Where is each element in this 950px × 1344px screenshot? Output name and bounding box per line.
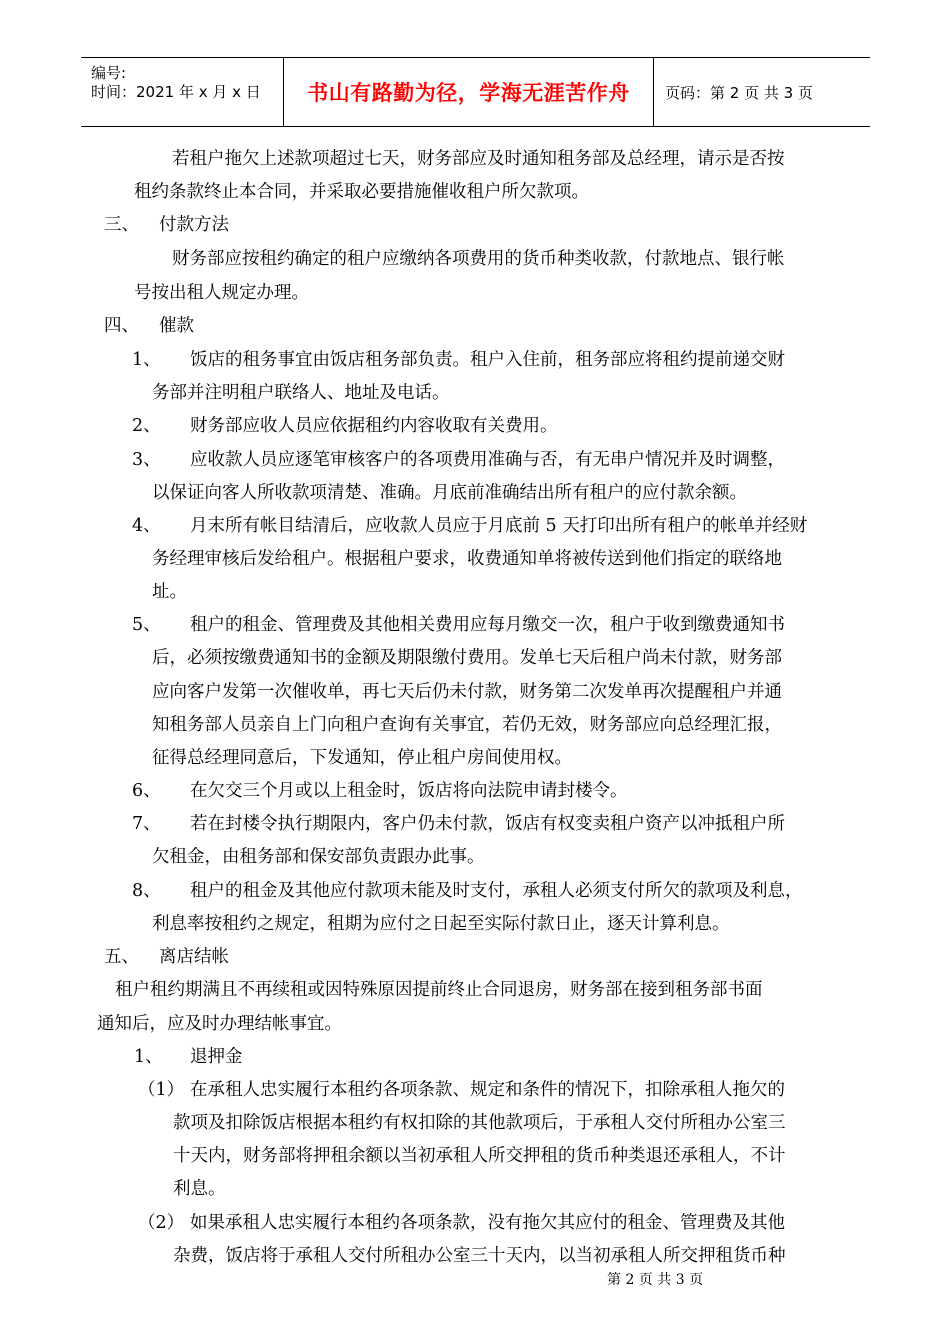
list-item-line: 饭店的租务事宜由饭店租务部负责。租户入住前，租务部应将租约提前递交财 [190, 350, 785, 370]
paren-item-line: 利息。 [173, 1179, 226, 1199]
subsection-heading: 退押金 [190, 1047, 243, 1067]
list-item-line: 月末所有帐目结清后，应收款人员应于月底前 5 天打印出所有租户的帐单并经财 [190, 516, 808, 536]
header-motto: 书山有路勤为径，学海无涯苦作舟 [284, 58, 654, 126]
document-number-label: 编号: [91, 64, 127, 82]
list-item-line: 利息率按租约之规定，租期为应付之日起至实际付款日止，逐天计算利息。 [152, 914, 730, 934]
list-item-number: 2、 [132, 416, 161, 436]
list-item-line: 以保证向客人所收款项清楚、准确。月底前准确结出所有租户的应付款余额。 [152, 483, 747, 503]
section-number: 四、 [104, 316, 139, 336]
list-item-line: 后，必须按缴费通知书的金额及期限缴付费用。发单七天后租户尚未付款，财务部 [152, 648, 782, 668]
list-item-line: 应向客户发第一次催收单，再七天后仍未付款，财务第二次发单再次提醒租户并通 [152, 682, 782, 702]
list-item-line: 务经理审核后发给租户。根据租户要求，收费通知单将被传送到他们指定的联络地 [152, 549, 782, 569]
list-item-line: 址。 [152, 582, 187, 602]
paragraph-line: 若租户拖欠上述款项超过七天，财务部应及时通知租务部及总经理，请示是否按 [172, 149, 785, 169]
list-item-line: 租户的租金、管理费及其他相关费用应每月缴交一次，租户于收到缴费通知书 [190, 615, 785, 635]
list-item-number: 8、 [132, 881, 161, 901]
paren-item-line: 在承租人忠实履行本租约各项条款、规定和条件的情况下，扣除承租人拖欠的 [190, 1080, 785, 1100]
paren-item-line: 款项及扣除饭店根据本租约有权扣除的其他款项后，于承租人交付所租办公室三 [173, 1113, 786, 1133]
list-item-number: 7、 [132, 814, 161, 834]
list-item-number: 6、 [132, 781, 161, 801]
paragraph-line: 租约条款终止本合同，并采取必要措施催收租户所欠款项。 [134, 182, 589, 202]
paragraph-line: 通知后，应及时办理结帐事宜。 [97, 1014, 342, 1034]
paragraph-line: 财务部应按租约确定的租户应缴纳各项费用的货币种类收款，付款地点、银行帐 [172, 249, 785, 269]
page-footer: 第 2 页 共 3 页 [607, 1272, 704, 1288]
list-item-line: 务部并注明租户联络人、地址及电话。 [152, 383, 450, 403]
list-item-number: 1、 [134, 1047, 163, 1067]
list-item-line: 征得总经理同意后，下发通知，停止租户房间使用权。 [152, 748, 572, 768]
list-item-line: 应收款人员应逐笔审核客户的各项费用准确与否，有无串户情况并及时调整， [190, 450, 785, 470]
document-time-label: 时间：2021 年 x 月 x 日 [91, 83, 261, 101]
paragraph-line: 租户租约期满且不再续租或因特殊原因提前终止合同退房，财务部在接到租务部书面 [115, 980, 763, 1000]
paren-item-number: （2） [138, 1213, 185, 1233]
list-item-line: 租户的租金及其他应付款项未能及时支付，承租人必须支付所欠的款项及利息， [190, 881, 803, 901]
section-heading: 催款 [159, 316, 194, 336]
paren-item-line: 十天内，财务部将押租余额以当初承租人所交押租的货币种类退还承租人，不计 [173, 1146, 786, 1166]
section-heading: 付款方法 [159, 215, 229, 235]
list-item-number: 1、 [132, 350, 161, 370]
header-page-label: 页码：第 2 页 共 3 页 [665, 83, 813, 102]
section-number: 五、 [104, 947, 139, 967]
section-heading: 离店结帐 [159, 947, 229, 967]
list-item-line: 若在封楼令执行期限内，客户仍未付款，饭店有权变卖租户资产以冲抵租户所 [190, 814, 785, 834]
list-item-line: 欠租金，由租务部和保安部负责跟办此事。 [152, 847, 485, 867]
paren-item-line: 杂费，饭店将于承租人交付所租办公室三十天内，以当初承租人所交押租货币种 [173, 1246, 786, 1266]
paren-item-number: （1） [138, 1080, 185, 1100]
list-item-line: 财务部应收人员应依据租约内容收取有关费用。 [190, 416, 558, 436]
list-item-number: 5、 [132, 615, 161, 635]
paren-item-line: 如果承租人忠实履行本租约各项条款，没有拖欠其应付的租金、管理费及其他 [190, 1213, 785, 1233]
list-item-number: 4、 [132, 516, 161, 536]
section-number: 三、 [104, 215, 139, 235]
list-item-number: 3、 [132, 450, 161, 470]
list-item-line: 在欠交三个月或以上租金时，饭店将向法院申请封楼令。 [190, 781, 628, 801]
paragraph-line: 号按出租人规定办理。 [134, 283, 309, 303]
list-item-line: 知租务部人员亲自上门向租户查询有关事宜，若仍无效，财务部应向总经理汇报， [152, 715, 782, 735]
